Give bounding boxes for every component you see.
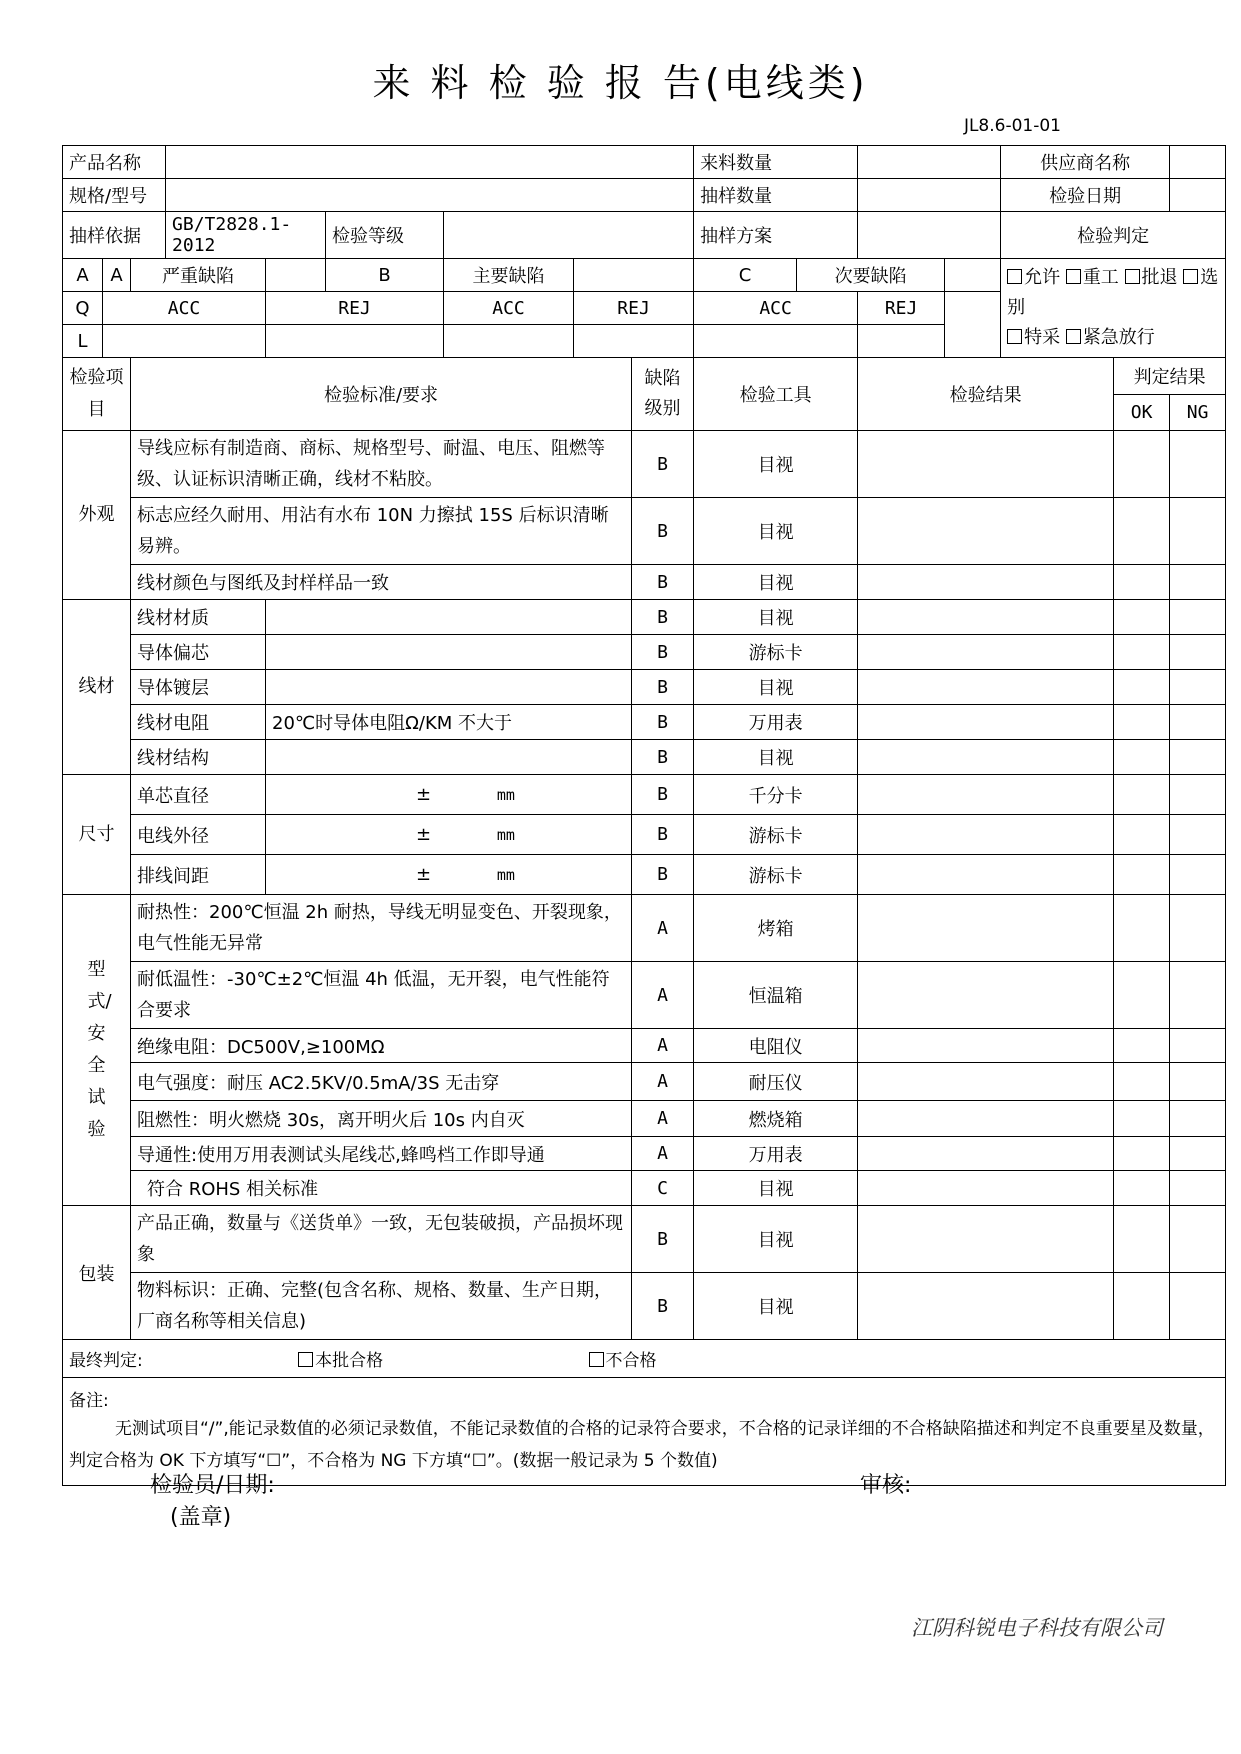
pack-ok-1[interactable] [1114,1206,1170,1273]
wire-tool-4: 万用表 [694,705,858,740]
type-ng-5[interactable] [1170,1101,1226,1137]
wire-lvl-5: B [632,740,694,775]
final-pass-option[interactable]: 本批合格 [298,1351,383,1371]
col-ok: OK [1114,395,1170,431]
wire-tool-5: 目视 [694,740,858,775]
type-ok-1[interactable] [1114,895,1170,962]
notes-text: 无测试项目“/”,能记录数值的必须记录数值，不能记录数值的合格的记录符合要求，不合格的记录详细的不合格缺陷描述和判定不良重要星及数量，判定合格为 OK 下方填写“☐”，不合格为 NG 下方填“☐”。(数据一般记录为 5 个数值) [69,1419,1215,1471]
size-ng-1[interactable] [1170,775,1226,815]
company-name: 江阴科锐电子科技有限公司 [911,1616,1163,1640]
aql-critical-label: 严重缺陷 [131,259,266,292]
appearance-lvl-1: B [632,431,694,498]
wire-result-4[interactable] [858,705,1114,740]
type-std-6: 导通性:使用万用表测试头尾线芯,蜂鸣档工作即导通 [131,1137,632,1171]
checkbox-icon [1007,329,1022,344]
size-result-3[interactable] [858,855,1114,895]
aql-b-acc: ACC [444,292,574,325]
type-ng-2[interactable] [1170,962,1226,1029]
type-ok-2[interactable] [1114,962,1170,1029]
sampling-plan-field[interactable] [858,212,1001,259]
wire-name-5: 线材结构 [131,740,266,775]
appearance-ng-1[interactable] [1170,431,1226,498]
wire-ok-4[interactable] [1114,705,1170,740]
appearance-ng-2[interactable] [1170,498,1226,565]
col-defect-level: 缺陷级别 [632,358,694,431]
size-ng-2[interactable] [1170,815,1226,855]
type-ok-3[interactable] [1114,1029,1170,1063]
size-ok-3[interactable] [1114,855,1170,895]
type-result-7[interactable] [858,1171,1114,1206]
unit: mm [496,786,515,804]
pack-std-1: 产品正确，数量与《送货单》一致，无包装破损，产品损坏现象 [131,1206,632,1273]
aql-c-acc: ACC [694,292,858,325]
checkbox-icon [1125,269,1140,284]
wire-ok-1[interactable] [1114,600,1170,635]
checkbox-icon [1183,269,1198,284]
pack-lvl-1: B [632,1206,694,1273]
size-tool-3: 游标卡 [694,855,858,895]
type-std-3: 绝缘电阻：DC500V,≥100MΩ [131,1029,632,1063]
pack-result-1[interactable] [858,1206,1114,1273]
aql-a-acc-value[interactable] [103,325,266,358]
spec-model-field[interactable] [166,179,694,212]
page-title: 来 料 检 验 报 告(电线类) [372,61,869,105]
wire-tool-3: 目视 [694,670,858,705]
product-name-field[interactable] [166,146,694,179]
wire-tool-2: 游标卡 [694,635,858,670]
judgement-options [1001,259,1226,358]
spec-model-label: 规格/型号 [63,179,166,212]
type-result-4[interactable] [858,1063,1114,1101]
notes-label: 备注: [69,1391,109,1411]
section-size: 尺寸 [63,775,131,895]
size-lvl-3: B [632,855,694,895]
aql-b-rej-value[interactable] [574,325,694,358]
pack-ng-1[interactable] [1170,1206,1226,1273]
type-ng-7[interactable] [1170,1171,1226,1206]
wire-std-2 [266,635,632,670]
type-ok-7[interactable] [1114,1171,1170,1206]
checkbox-icon [1066,269,1081,284]
checkbox-icon [1066,329,1081,344]
size-std-2 [266,815,632,855]
aql-letter-q: Q [63,292,103,325]
option-allow[interactable]: 允许 [1007,267,1060,288]
final-fail-option[interactable]: 不合格 [589,1351,657,1371]
appearance-std-1: 导线应标有制造商、商标、规格型号、耐温、电压、阻燃等级、认证标识清晰正确，线材不粘胶。 [131,431,632,498]
checkbox-icon [1007,269,1022,284]
size-tool-2: 游标卡 [694,815,858,855]
appearance-result-2[interactable] [858,498,1114,565]
type-tool-4: 耐压仪 [694,1063,858,1101]
judgement-options-row1 [1007,263,1219,323]
plus-minus: ± [416,784,432,805]
size-std-3 [266,855,632,895]
appearance-result-3[interactable] [858,565,1114,600]
wire-ng-5[interactable] [1170,740,1226,775]
type-ok-4[interactable] [1114,1063,1170,1101]
size-ng-3[interactable] [1170,855,1226,895]
aql-minor-label: 次要缺陷 [797,259,945,292]
wire-ok-2[interactable] [1114,635,1170,670]
pack-lvl-2: B [632,1273,694,1340]
type-lvl-6: A [632,1137,694,1171]
wire-result-2[interactable] [858,635,1114,670]
final-label: 最终判定: [69,1351,143,1371]
type-std-4: 电气强度：耐压 AC2.5KV/0.5mA/3S 无击穿 [131,1063,632,1101]
option-sort[interactable]: 选别 [1007,267,1219,318]
aql-a-acc: ACC [103,292,266,325]
type-lvl-7: C [632,1171,694,1206]
type-ng-6[interactable] [1170,1137,1226,1171]
appearance-std-3: 线材颜色与图纸及封样样品一致 [131,565,632,600]
wire-ok-5[interactable] [1114,740,1170,775]
appearance-lvl-3: B [632,565,694,600]
checkbox-icon [298,1352,313,1367]
appearance-tool-3: 目视 [694,565,858,600]
appearance-std-2: 标志应经久耐用、用沾有水布 10N 力擦拭 15S 后标识清晰易辨。 [131,498,632,565]
wire-std-5 [266,740,632,775]
inspector-label: 检验员/日期: [150,1473,275,1498]
seal-label: (盖章) [170,1505,232,1530]
appearance-lvl-2: B [632,498,694,565]
type-lvl-3: A [632,1029,694,1063]
appearance-ok-2[interactable] [1114,498,1170,565]
pack-ng-2[interactable] [1170,1273,1226,1340]
type-result-3[interactable] [858,1029,1114,1063]
incoming-qty-label: 来料数量 [694,146,858,179]
aql-major-value[interactable] [574,259,694,292]
size-result-1[interactable] [858,775,1114,815]
aql-class-b: B [326,259,444,292]
aql-major-label: 主要缺陷 [444,259,574,292]
appearance-ok-1[interactable] [1114,431,1170,498]
sample-qty-label: 抽样数量 [694,179,858,212]
wire-ng-4[interactable] [1170,705,1226,740]
aql-letter-a: A [63,259,103,292]
option-emergency[interactable]: 紧急放行 [1066,327,1155,348]
wire-ok-3[interactable] [1114,670,1170,705]
sampling-standard: GB/T2828.1-2012 [166,212,326,259]
wire-lvl-3: B [632,670,694,705]
option-rework[interactable]: 重工 [1066,267,1119,288]
appearance-tool-1: 目视 [694,431,858,498]
appearance-ok-3[interactable] [1114,565,1170,600]
judgement-options-row2 [1007,323,1219,353]
aql-critical-value[interactable] [266,259,326,292]
type-tool-1: 烤箱 [694,895,858,962]
wire-result-1[interactable] [858,600,1114,635]
aql-b-rej: REJ [574,292,694,325]
supplier-field[interactable] [1170,146,1226,179]
type-tool-7: 目视 [694,1171,858,1206]
wire-result-5[interactable] [858,740,1114,775]
product-name-label: 产品名称 [63,146,166,179]
option-special[interactable]: 特采 [1007,327,1060,348]
insp-date-field[interactable] [1170,179,1226,212]
wire-std-4: 20℃时导体电阻Ω/KM 不大于 [266,705,632,740]
size-ok-1[interactable] [1114,775,1170,815]
option-reject[interactable]: 批退 [1125,267,1178,288]
aql-a-rej-value[interactable] [266,325,444,358]
size-std-1 [266,775,632,815]
col-item: 检验项目 [63,358,131,431]
type-lvl-5: A [632,1101,694,1137]
size-name-1: 单芯直径 [131,775,266,815]
section-packaging: 包装 [63,1206,131,1340]
document-number: JL8.6-01-01 [963,116,1061,136]
final-judgement [63,1340,1226,1378]
col-result: 检验结果 [858,358,1114,431]
type-tool-6: 万用表 [694,1137,858,1171]
insp-level-field[interactable] [444,212,694,259]
wire-lvl-2: B [632,635,694,670]
appearance-ng-3[interactable] [1170,565,1226,600]
type-result-5[interactable] [858,1101,1114,1137]
size-lvl-2: B [632,815,694,855]
size-name-2: 电线外径 [131,815,266,855]
type-ok-6[interactable] [1114,1137,1170,1171]
plus-minus: ± [416,864,432,885]
section-appearance: 外观 [63,431,131,600]
size-name-3: 排线间距 [131,855,266,895]
type-tool-3: 电阻仪 [694,1029,858,1063]
checkbox-icon [589,1352,604,1367]
type-lvl-4: A [632,1063,694,1101]
type-ng-4[interactable] [1170,1063,1226,1101]
aql-b-acc-value[interactable] [444,325,574,358]
type-lvl-2: A [632,962,694,1029]
section-wire: 线材 [63,600,131,775]
type-std-7: 符合 ROHS 相关标准 [131,1171,632,1206]
wire-ng-2[interactable] [1170,635,1226,670]
type-ng-3[interactable] [1170,1029,1226,1063]
size-lvl-1: B [632,775,694,815]
appearance-tool-2: 目视 [694,498,858,565]
wire-lvl-4: B [632,705,694,740]
supplier-label: 供应商名称 [1001,146,1170,179]
type-tool-2: 恒温箱 [694,962,858,1029]
aql-a-rej: REJ [266,292,444,325]
size-result-2[interactable] [858,815,1114,855]
wire-std-3 [266,670,632,705]
col-judge: 判定结果 [1114,358,1226,395]
col-standard: 检验标准/要求 [131,358,632,431]
col-tool: 检验工具 [694,358,858,431]
judgement-label: 检验判定 [1001,212,1226,259]
wire-tool-1: 目视 [694,600,858,635]
size-ok-2[interactable] [1114,815,1170,855]
type-lvl-1: A [632,895,694,962]
type-std-5: 阻燃性：明火燃烧 30s，离开明火后 10s 内自灭 [131,1101,632,1137]
section-type-test: 型式/安全试验 [63,895,131,1206]
sample-qty-field[interactable] [858,179,1001,212]
wire-name-2: 导体偏芯 [131,635,266,670]
unit: mm [496,866,515,884]
inspection-table [62,145,1226,1486]
type-result-1[interactable] [858,895,1114,962]
type-std-2: 耐低温性：-30℃±2℃恒温 4h 低温，无开裂，电气性能符合要求 [131,962,632,1029]
aql-c-rej-value[interactable] [858,325,945,358]
type-ok-5[interactable] [1114,1101,1170,1137]
wire-result-3[interactable] [858,670,1114,705]
insp-date-label: 检验日期 [1001,179,1170,212]
wire-lvl-1: B [632,600,694,635]
wire-name-1: 线材材质 [131,600,266,635]
wire-ng-3[interactable] [1170,670,1226,705]
sampling-basis-label: 抽样依据 [63,212,166,259]
aql-c-rej: REJ [858,292,945,325]
incoming-qty-field[interactable] [858,146,1001,179]
type-ng-1[interactable] [1170,895,1226,962]
size-tool-1: 千分卡 [694,775,858,815]
wire-ng-1[interactable] [1170,600,1226,635]
pack-ok-2[interactable] [1114,1273,1170,1340]
type-result-2[interactable] [858,962,1114,1029]
insp-level-label: 检验等级 [326,212,444,259]
aql-class-c: C [694,259,797,292]
type-tool-5: 燃烧箱 [694,1101,858,1137]
aql-letter-l: L [63,325,103,358]
plus-minus: ± [416,824,432,845]
type-std-1: 耐热性：200℃恒温 2h 耐热，导线无明显变色、开裂现象，电气性能无异常 [131,895,632,962]
review-label: 审核: [860,1473,912,1498]
wire-name-3: 导体镀层 [131,670,266,705]
pack-tool-1: 目视 [694,1206,858,1273]
pack-tool-2: 目视 [694,1273,858,1340]
type-result-6[interactable] [858,1137,1114,1171]
unit: mm [496,826,515,844]
wire-std-1 [266,600,632,635]
aql-class-a: A [103,259,131,292]
aql-c-acc-value[interactable] [694,325,858,358]
aql-minor-value[interactable] [945,259,1001,292]
appearance-result-1[interactable] [858,431,1114,498]
pack-result-2[interactable] [858,1273,1114,1340]
sampling-plan-label: 抽样方案 [694,212,858,259]
pack-std-2: 物料标识：正确、完整(包含名称、规格、数量、生产日期，厂商名称等相关信息) [131,1273,632,1340]
col-ng: NG [1170,395,1226,431]
wire-name-4: 线材电阻 [131,705,266,740]
